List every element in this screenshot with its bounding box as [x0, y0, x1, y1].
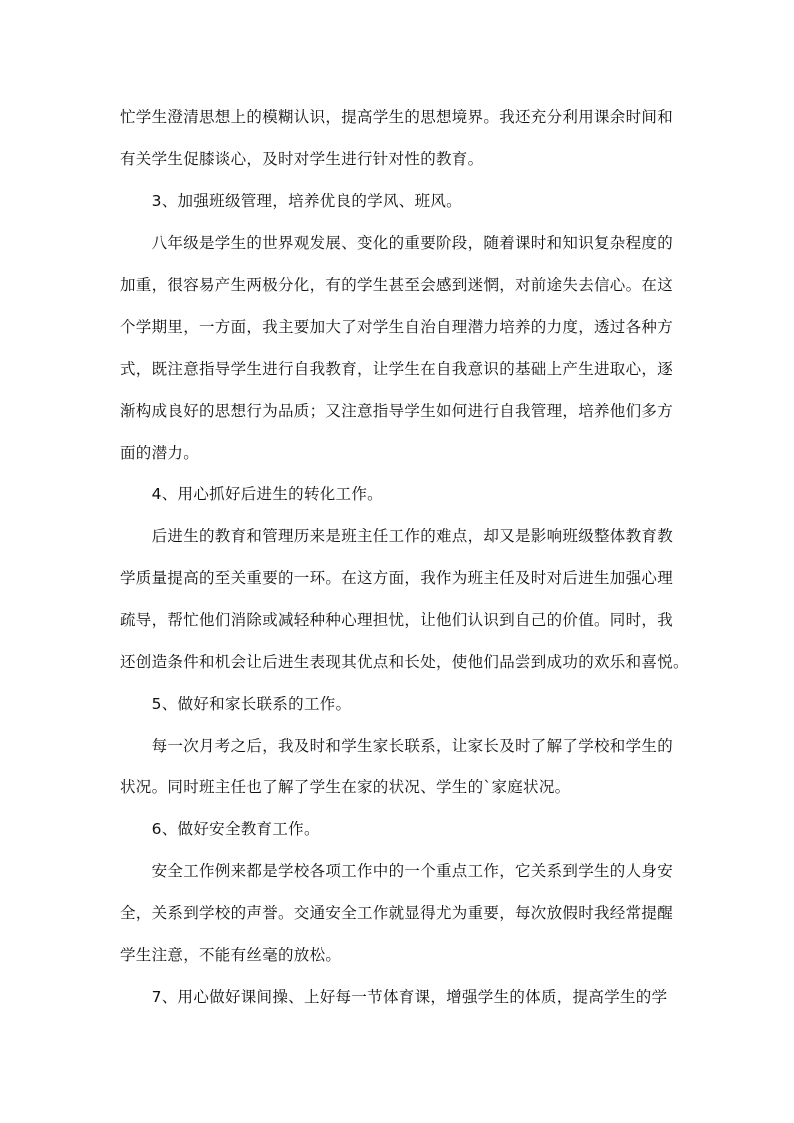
section-heading: 3、加强班级管理，培养优良的学风、班风。: [120, 192, 462, 210]
text-line: 全，关系到学校的声誉。交通安全工作就显得尤为重要，每次放假时我经常提醒: [120, 904, 674, 922]
text-line: 八年级是学生的世界观发展、变化的重要阶段，随着课时和知识复杂程度的: [120, 234, 674, 252]
text-line: 学生注意，不能有丝毫的放松。: [120, 946, 342, 964]
text-line: 有关学生促膝谈心，及时对学生进行针对性的教育。: [120, 150, 484, 168]
section-heading: 6、做好安全教育工作。: [120, 820, 320, 838]
section-heading: 7、用心做好课间操、上好每一节体育课，增强学生的体质，提高学生的学: [120, 988, 668, 1006]
text-line: 式，既注意指导学生进行自我教育，让学生在自我意识的基础上产生进取心，逐: [120, 360, 674, 378]
text-line: 面的潜力。: [120, 444, 200, 462]
text-line: 每一次月考之后，我及时和学生家长联系，让家长及时了解了学校和学生的: [120, 737, 674, 755]
text-line: 状况。同时班主任也了解了学生在家的状况、学生的`家庭状况。: [120, 778, 571, 796]
text-line: 学质量提高的至关重要的一环。在这方面，我作为班主任及时对后进生加强心理: [120, 569, 674, 587]
text-line: 加重，很容易产生两极分化，有的学生甚至会感到迷惘，对前途失去信心。在这: [120, 276, 674, 294]
text-line: 个学期里，一方面，我主要加大了对学生自治自理潜力培养的力度，透过各种方: [120, 318, 674, 336]
text-line: 疏导，帮忙他们消除或减轻种种心理担忧，让他们认识到自己的价值。同时，我: [120, 611, 674, 629]
text-line: 还创造条件和机会让后进生表现其优点和长处，使他们品尝到成功的欢乐和喜悦。: [120, 653, 689, 671]
text-line: 安全工作例来都是学校各项工作中的一个重点工作，它关系到学生的人身安: [120, 862, 674, 880]
text-line: 后进生的教育和管理历来是班主任工作的难点，却又是影响班级整体教育教: [120, 527, 674, 545]
section-heading: 5、做好和家长联系的工作。: [120, 695, 352, 713]
text-line: 渐构成良好的思想行为品质；又注意指导学生如何进行自我管理，培养他们多方: [120, 402, 674, 420]
text-line: 忙学生澄清思想上的模糊认识，提高学生的思想境界。我还充分利用课余时间和: [120, 108, 674, 126]
section-heading: 4、用心抓好后进生的转化工作。: [120, 485, 383, 503]
